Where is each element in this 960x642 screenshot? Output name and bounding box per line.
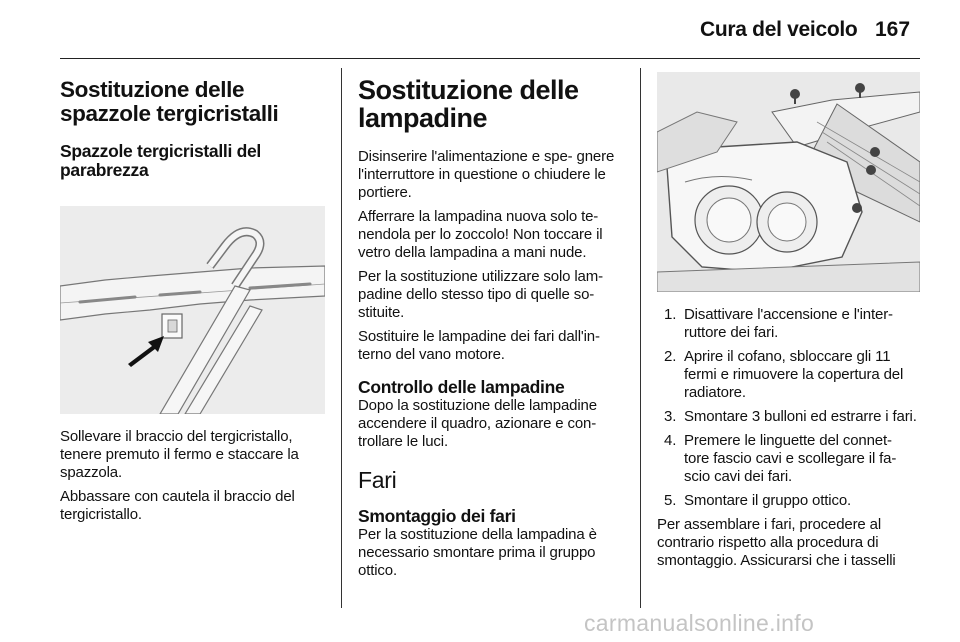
reassembly-paragraph: Per assemblare i fari, procedere al contrario rispetto alla procedura di smontaggio. Assicurarsi che i tasselli — [657, 516, 896, 569]
step-text: Premere le linguette del connet- tore fascio cavi e scollegare il fa- scio cavi dei fari. — [684, 432, 897, 485]
wiper-paragraph-2: Abbassare con cautela il braccio del tergicristallo. — [60, 488, 295, 523]
step-number: 5. — [664, 492, 677, 509]
bulbs-paragraph-3: Per la sostituzione utilizzare solo lam- padine dello stesso tipo di quelle so- stituite. — [358, 268, 603, 321]
wiper-arm-drawing — [60, 206, 325, 414]
column-steps — [657, 68, 920, 570]
list-item — [657, 348, 920, 402]
list-item — [657, 408, 920, 426]
wiper-arm-illustration — [60, 206, 325, 414]
step-number: 4. — [664, 432, 677, 449]
section-title: Cura del veicolo — [700, 18, 858, 41]
bulbs-paragraph-4: Sostituire le lampadine dei fari dall'in- terno del vano motore. — [358, 328, 600, 363]
header-divider — [60, 58, 920, 59]
removal-steps-list — [657, 306, 920, 510]
headlights-heading: Fari — [358, 467, 397, 493]
page-number: 167 — [875, 18, 911, 41]
check-bulbs-heading: Controllo delle lampadine — [358, 377, 565, 397]
check-bulbs-text: Dopo la sostituzione delle lampadine accendere il quadro, azionare e con- trollare le luci. — [358, 397, 597, 450]
step-text: Smontare il gruppo ottico. — [684, 492, 852, 509]
headlight-illustration — [657, 72, 920, 292]
wiper-subtitle: Spazzole tergicristalli del parabrezza — [60, 141, 261, 180]
bulbs-paragraph-1: Disinserire l'alimentazione e spe- gnere l'interruttore in questione o chiudere le portiere. — [358, 148, 615, 201]
site-watermark: carmanualsonline.info — [584, 610, 815, 636]
headlight-removal-heading: Smontaggio dei fari — [358, 506, 516, 526]
step-number: 2. — [664, 348, 677, 365]
page-header — [0, 0, 960, 58]
column-bulbs — [358, 68, 624, 580]
column-wiper — [60, 68, 325, 524]
list-item — [657, 492, 920, 510]
bulbs-section-title: Sostituzione delle lampadine — [358, 75, 579, 133]
step-text: Aprire il cofano, sbloccare gli 11 fermi e rimuovere la copertura del radiatore. — [684, 348, 904, 401]
headlight-removal-text: Per la sostituzione della lampadina è necessario smontare prima il gruppo ottico. — [358, 526, 597, 579]
wiper-paragraph-1: Sollevare il braccio del tergicristallo, tenere premuto il fermo e staccare la spazzola. — [60, 428, 299, 481]
column-divider-1 — [341, 68, 342, 608]
step-text: Disattivare l'accensione e l'inter- ruttore dei fari. — [684, 306, 893, 341]
bulbs-paragraph-2: Afferrare la lampadina nuova solo te- nendola per lo zoccolo! Non toccare il vetro della lampadina a mani nude. — [358, 208, 603, 261]
wiper-section-title: Sostituzione delle spazzole tergicristalli — [60, 77, 279, 126]
column-divider-2 — [640, 68, 641, 608]
step-number: 3. — [664, 408, 677, 425]
list-item — [657, 306, 920, 342]
step-number: 1. — [664, 306, 677, 323]
headlight-drawing — [657, 72, 920, 292]
list-item — [657, 432, 920, 486]
step-text: Smontare 3 bulloni ed estrarre i fari. — [684, 408, 917, 425]
